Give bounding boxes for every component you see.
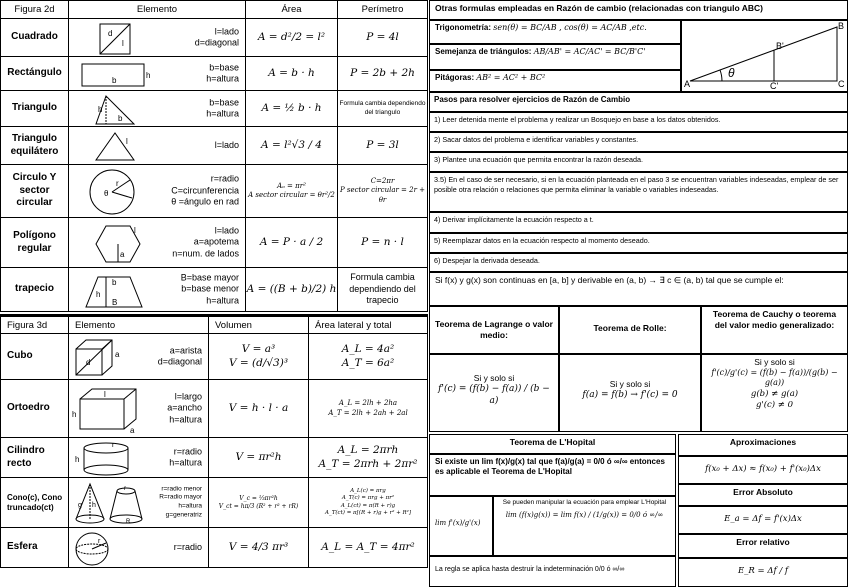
svg-text:d: d [108, 29, 113, 38]
lagrange-body [429, 354, 559, 432]
figure-element [69, 127, 246, 165]
step-item: 1) Leer detenida mente el problema y realizar un Bosquejo en base a los datos obtenidos. [429, 112, 848, 132]
svg-text:θ: θ [104, 189, 109, 198]
element-vars: b=base h=altura [206, 96, 239, 119]
approx-title: Aproximaciones [678, 434, 848, 456]
svg-text:h: h [72, 410, 77, 419]
step-item: 3.5) En el caso de ser necesario, si en la ecuación planteada en el paso 3 se encuentran variables indeseadas, emplear de ser posible otra relación o relaciones que permita eliminar la variable o variables indeseadas. [429, 172, 848, 212]
rates-title: Otras formulas empleadas en Razón de cambio (relacionadas con triangulo ABC) [429, 0, 848, 20]
hopital-title: Teorema de L'Hopital [429, 434, 676, 454]
triangle-abc-icon [682, 21, 847, 91]
hopital-right-formula: lim (f(x)g(x)) = lim f(x) / (1/g(x)) = 0/0 ó ∞/∞ [505, 511, 664, 520]
volume-formula: V_c = ⅓πr²h V_ct = hπ/3 (R² + r² + rR) [209, 478, 309, 528]
cylinder-icon [72, 441, 142, 477]
volume-formula: V = a³ V = (d/√3)³ [209, 334, 309, 380]
area-formula: A = b · h [246, 57, 338, 91]
abs-error-title: Error Absoluto [678, 484, 848, 506]
hopital-text: Si existe un lim f(x)/g(x) tal que f(a)/g(a) = 0/0 ó ∞/∞ entonces es aplicable el Teorema de L'Hopital [429, 454, 676, 496]
header-volumen: Volumen [209, 316, 309, 334]
approx-formula: f(x₀ + Δx) ≈ f(x₀) + f'(x₀)Δx [678, 456, 848, 484]
element-vars: l=lado d=diagonal [194, 25, 239, 48]
perimeter-formula: C=2πr P sector circular = 2r + θr [338, 165, 428, 218]
pythagoras-row: Pitágoras: AB² = AC² + BC² [429, 70, 681, 92]
figure-element [69, 91, 246, 127]
rectangle-icon [72, 60, 152, 90]
equilateral-triangle-icon [72, 130, 142, 162]
step-item: 5) Reemplazar datos en la ecuación respecto al momento deseado. [429, 233, 848, 253]
surface-formula: A_L = 2πrh A_T = 2πrh + 2πr² [309, 438, 428, 478]
step-item: 2) Sacar datos del problema e identificar variables y constantes. [429, 132, 848, 152]
svg-text:l: l [122, 39, 124, 48]
figure-name: Triangulo equilátero [1, 127, 69, 165]
rel-error-formula: E_R = Δf / f [678, 558, 848, 587]
figure-element [69, 19, 246, 57]
surface-formula: A_L(c) = πrg A_T(c) = πrg + πr² A_L(ct) = π(R + r)g A_T(ct) = π[(R + r)g + r² + R²] [309, 478, 428, 528]
surface-formula: A_L = 2lh + 2ha A_T = 2lh + 2ah + 2al [309, 380, 428, 438]
lagrange-cond: Si y solo si [473, 373, 515, 383]
svg-text:B: B [838, 21, 845, 31]
svg-text:C: C [838, 79, 845, 89]
perimeter-formula: Formula cambia dependiendo del triangulo [338, 91, 428, 127]
figure-element [69, 438, 209, 478]
header-elemento: Elemento [69, 1, 246, 19]
volume-formula: V = πr²h [209, 438, 309, 478]
figure-element [69, 57, 246, 91]
svg-text:g: g [78, 502, 82, 509]
abs-error-formula: E_a = Δf = f'(x)Δx [678, 506, 848, 534]
svg-text:l: l [126, 137, 128, 146]
rolle-cond: Si y solo si [609, 379, 651, 389]
svg-text:b: b [118, 114, 123, 123]
svg-text:h: h [146, 71, 151, 80]
volume-formula: V = h · l · a [209, 380, 309, 438]
steps-title: Pasos para resolver ejercicios de Razón de Cambio [429, 92, 848, 112]
solid-figures-table [0, 314, 428, 568]
header-elemento3d: Elemento [69, 316, 209, 334]
figure-name: Cuadrado [1, 19, 69, 57]
step-item: 6) Despejar la derivada deseada. [429, 253, 848, 272]
element-vars: l=lado [214, 139, 239, 150]
similarity-row: Semejanza de triángulos: AB/AB' = AC/AC' = BC/B'C' [429, 44, 681, 70]
figure-element [69, 165, 246, 218]
svg-text:l: l [134, 226, 136, 235]
svg-text:B: B [112, 298, 118, 307]
hopital-right-text: Se pueden manipular la ecuación para emplear L'Hopital [502, 499, 667, 506]
svg-text:r: r [98, 538, 101, 545]
svg-text:R: R [126, 519, 131, 525]
svg-text:a: a [115, 350, 120, 359]
surface-formula: A_L = 4a² A_T = 6a² [309, 334, 428, 380]
figure-element [69, 380, 209, 438]
figure-name: Polígono regular [1, 218, 69, 268]
perimeter-formula: Formula cambia dependiendo del trapecio [338, 268, 428, 312]
rolle-title: Teorema de Rolle: [559, 306, 701, 354]
lagrange-formula: f'(c) = (f(b) − f(a)) / (b − a) [438, 384, 550, 406]
figure-element [69, 268, 246, 312]
figure-element [69, 218, 246, 268]
svg-text:h: h [96, 290, 101, 299]
element-vars: l=largo a=ancho h=altura [167, 390, 202, 425]
cauchy-cond1: g(b) ≠ g(a) [750, 388, 799, 399]
element-vars: r=radio C=circunferencia θ =ángulo en rad [171, 173, 239, 207]
surface-formula: A_L = A_T = 4πr² [309, 528, 428, 568]
figure-name: Esfera [1, 528, 69, 568]
perimeter-formula: P = 3l [338, 127, 428, 165]
rate-of-change-panel [429, 0, 848, 587]
hopital-bottom: La regla se aplica hasta destruir la indeterminación 0/0 ó ∞/∞ [429, 556, 676, 587]
svg-text:r: r [116, 179, 119, 188]
sphere-icon [72, 531, 122, 567]
area-formula: A = l²√3 / 4 [246, 127, 338, 165]
header-perimetro: Perímetro [338, 1, 428, 19]
trapezoid-icon [72, 271, 152, 311]
figure-name: Rectángulo [1, 57, 69, 91]
svg-text:h: h [75, 455, 80, 464]
area-formula: Aₒ = πr² A sector circular = θr²/2 [246, 165, 338, 218]
element-vars: b=base h=altura [206, 61, 239, 84]
svg-text:a: a [130, 426, 135, 435]
svg-text:l: l [104, 390, 106, 399]
svg-text:C': C' [770, 81, 779, 91]
triangle-icon [72, 94, 142, 126]
svg-text:A: A [684, 79, 691, 89]
volume-formula: V = 4/3 πr³ [209, 528, 309, 568]
hopital-left: lim f'(x)/g'(x) [429, 496, 493, 556]
figure-element [69, 334, 209, 380]
element-vars: r=radio h=altura [169, 445, 202, 468]
element-vars: B=base mayor b=base menor h=altura [180, 271, 239, 306]
svg-text:b: b [112, 76, 117, 85]
area-formula: A = ½ b · h [246, 91, 338, 127]
triangle-abc-diagram [681, 20, 848, 92]
header-area-lateral: Área lateral y total [309, 316, 428, 334]
rolle-formula: f(a) = f(b) → f'(c) = 0 [582, 390, 678, 401]
svg-text:h: h [92, 502, 96, 509]
cauchy-formula: f'(c)/g'(c) = (f(b) − f(a))/(g(b) − g(a)) [711, 368, 838, 388]
cauchy-cond2: g'(c) ≠ 0 [755, 399, 794, 410]
rolle-body [559, 354, 701, 432]
svg-text:θ: θ [728, 66, 735, 80]
svg-text:r: r [124, 486, 126, 492]
cube-icon [72, 337, 132, 379]
perimeter-formula: P = n · l [338, 218, 428, 268]
hexagon-icon [72, 221, 142, 267]
figure-name: Triangulo [1, 91, 69, 127]
figure-element [69, 528, 209, 568]
cauchy-body [701, 354, 848, 432]
svg-text:r: r [112, 442, 115, 449]
figure-name: Cono(c), Cono truncado(ct) [1, 478, 69, 528]
element-vars: a=arista d=diagonal [157, 344, 202, 367]
area-formula: A = ((B + b)/2) h [246, 268, 338, 312]
hopital-right [493, 496, 676, 556]
circle-sector-icon [72, 168, 152, 216]
svg-text:a: a [120, 250, 125, 259]
cuboid-icon [72, 383, 142, 437]
lagrange-title: Teorema de Lagrange o valor medio: [429, 306, 559, 354]
step-item: 4) Derivar implícitamente la ecuación respecto a t. [429, 212, 848, 233]
perimeter-formula: P = 4l [338, 19, 428, 57]
figure-name: Circulo Y sector circular [1, 165, 69, 218]
figure-name: Ortoedro [1, 380, 69, 438]
area-formula: A = d²/2 = l² [246, 19, 338, 57]
rel-error-title: Error relativo [678, 534, 848, 558]
header-figura3d: Figura 3d [1, 316, 69, 334]
svg-text:h: h [98, 105, 103, 114]
element-vars: r=radio menor R=radio mayor h=altura g=generatriz [159, 484, 202, 519]
svg-text:b: b [112, 278, 117, 287]
element-vars: l=lado a=apotema n=num. de lados [172, 224, 239, 259]
figure-name: trapecio [1, 268, 69, 312]
svg-text:B': B' [776, 41, 784, 51]
cauchy-title: Teorema de Cauchy o teorema del valor medio generalizado: [701, 306, 848, 354]
figure-name: Cubo [1, 334, 69, 380]
element-vars: r=radio [173, 541, 202, 552]
trig-row: Trigonometría: sen(θ) = BC/AB , cos(θ) = AC/AB ,etc. [429, 20, 681, 44]
header-area: Área [246, 1, 338, 19]
perimeter-formula: P = 2b + 2h [338, 57, 428, 91]
step-item: 3) Plantee una ecuación que permita encontrar la razón deseada. [429, 152, 848, 172]
mvt-intro: Si f(x) y g(x) son continuas en [a, b] y derivable en (a, b) → ∃ c ∈ (a, b) tal que se cumple el: [429, 272, 848, 306]
cone-icon [72, 481, 152, 527]
plane-figures-table [0, 0, 428, 312]
svg-text:d: d [86, 358, 91, 367]
square-icon [72, 22, 132, 56]
figure-name: Cilindro recto [1, 438, 69, 478]
figure-element [69, 478, 209, 528]
cauchy-cond: Si y solo si [754, 357, 795, 367]
area-formula: A = P · a / 2 [246, 218, 338, 268]
header-figura2d: Figura 2d [1, 1, 69, 19]
